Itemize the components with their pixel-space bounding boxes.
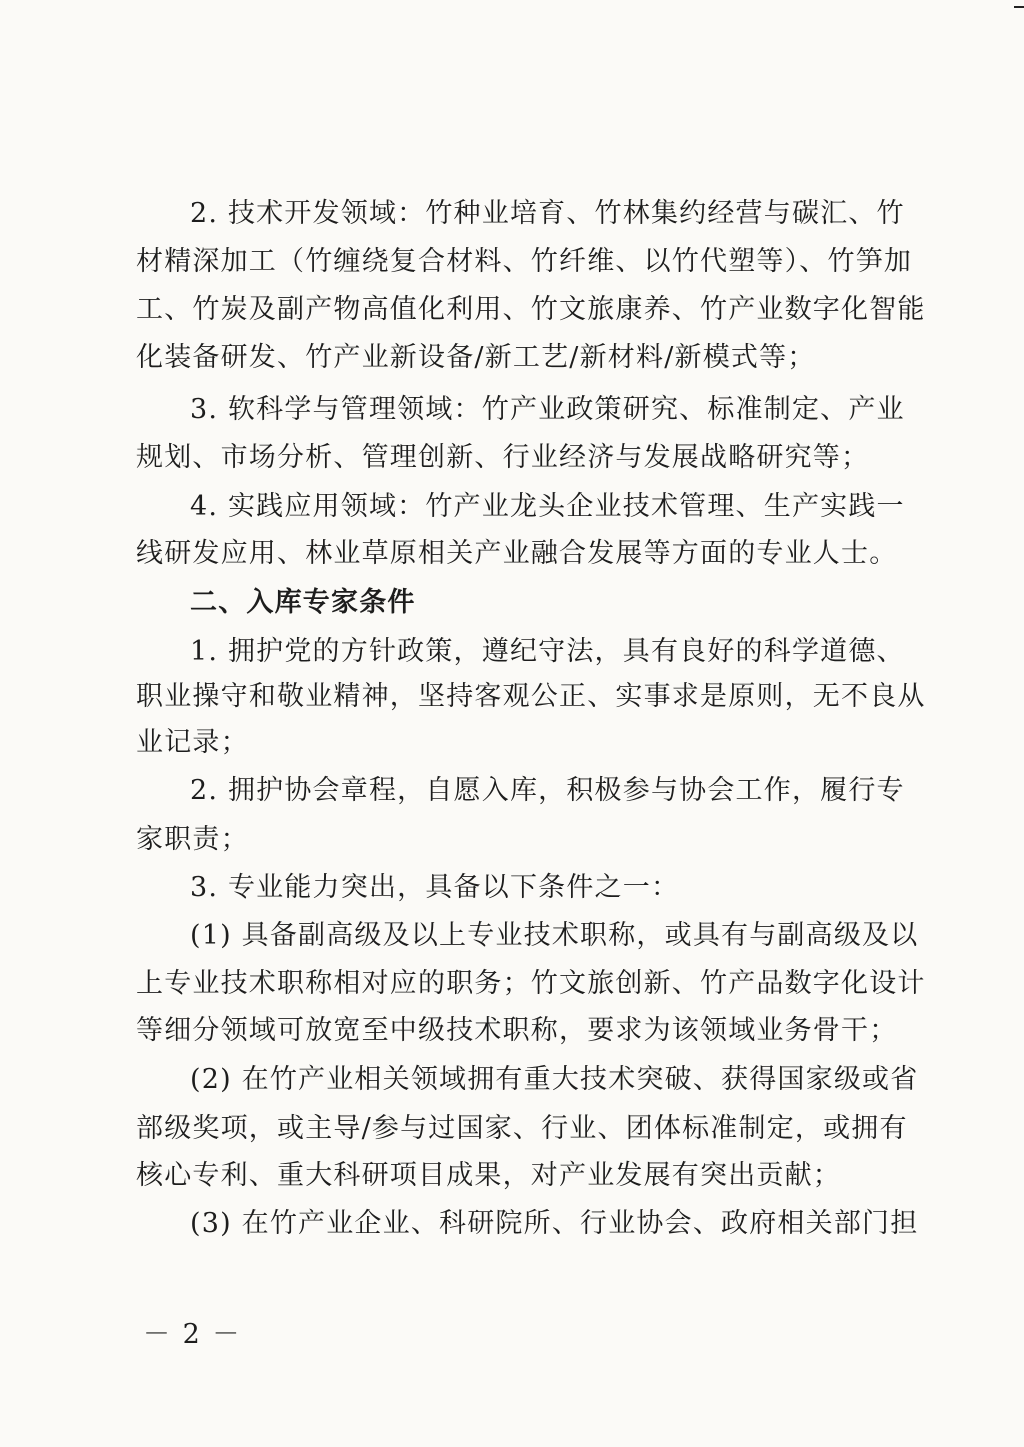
- text-line: 业记录；: [136, 727, 249, 758]
- text-line: 规划、市场分析、管理创新、行业经济与发展战略研究等；: [136, 442, 870, 473]
- text-line: (1) 具备副高级及以上专业技术职称，或具有与副高级及以: [190, 920, 919, 951]
- text-line: 3. 软科学与管理领域：竹产业政策研究、标准制定、产业: [190, 394, 905, 425]
- corner-mark: [1014, 6, 1024, 8]
- text-line: (2) 在竹产业相关领域拥有重大技术突破、获得国家级或省: [190, 1064, 919, 1095]
- text-line: (3) 在竹产业企业、科研院所、行业协会、政府相关部门担: [190, 1208, 919, 1239]
- text-line: 核心专利、重大科研项目成果，对产业发展有突出贡献；: [136, 1160, 841, 1191]
- text-line: 2. 技术开发领域：竹种业培育、竹林集约经营与碳汇、竹: [190, 198, 905, 229]
- page-number: － 2 －: [143, 1319, 242, 1350]
- text-line: 工、竹炭及副产物高值化利用、竹文旅康养、竹产业数字化智能: [136, 294, 926, 325]
- text-line: 职业操守和敬业精神，坚持客观公正、实事求是原则，无不良从: [136, 681, 926, 712]
- text-line: 线研发应用、林业草原相关产业融合发展等方面的专业人士。: [136, 538, 898, 569]
- text-line: 等细分领域可放宽至中级技术职称，要求为该领域业务骨干；: [136, 1015, 898, 1046]
- text-line: 1. 拥护党的方针政策，遵纪守法，具有良好的科学道德、: [190, 636, 905, 667]
- text-line: 2. 拥护协会章程，自愿入库，积极参与协会工作，履行专: [190, 775, 905, 806]
- text-line: 家职责；: [136, 824, 249, 855]
- section-heading: 二、入库专家条件: [190, 587, 416, 618]
- text-line: 4. 实践应用领域：竹产业龙头企业技术管理、生产实践一: [190, 491, 905, 522]
- text-line: 3. 专业能力突出，具备以下条件之一：: [190, 872, 680, 903]
- text-line: 化装备研发、竹产业新设备/新工艺/新材料/新模式等；: [136, 342, 816, 373]
- text-line: 上专业技术职称相对应的职务；竹文旅创新、竹产品数字化设计: [136, 968, 926, 999]
- text-line: 部级奖项，或主导/参与过国家、行业、团体标准制定，或拥有: [136, 1113, 908, 1144]
- text-line: 材精深加工（竹缠绕复合材料、竹纤维、以竹代塑等）、竹笋加: [136, 246, 913, 277]
